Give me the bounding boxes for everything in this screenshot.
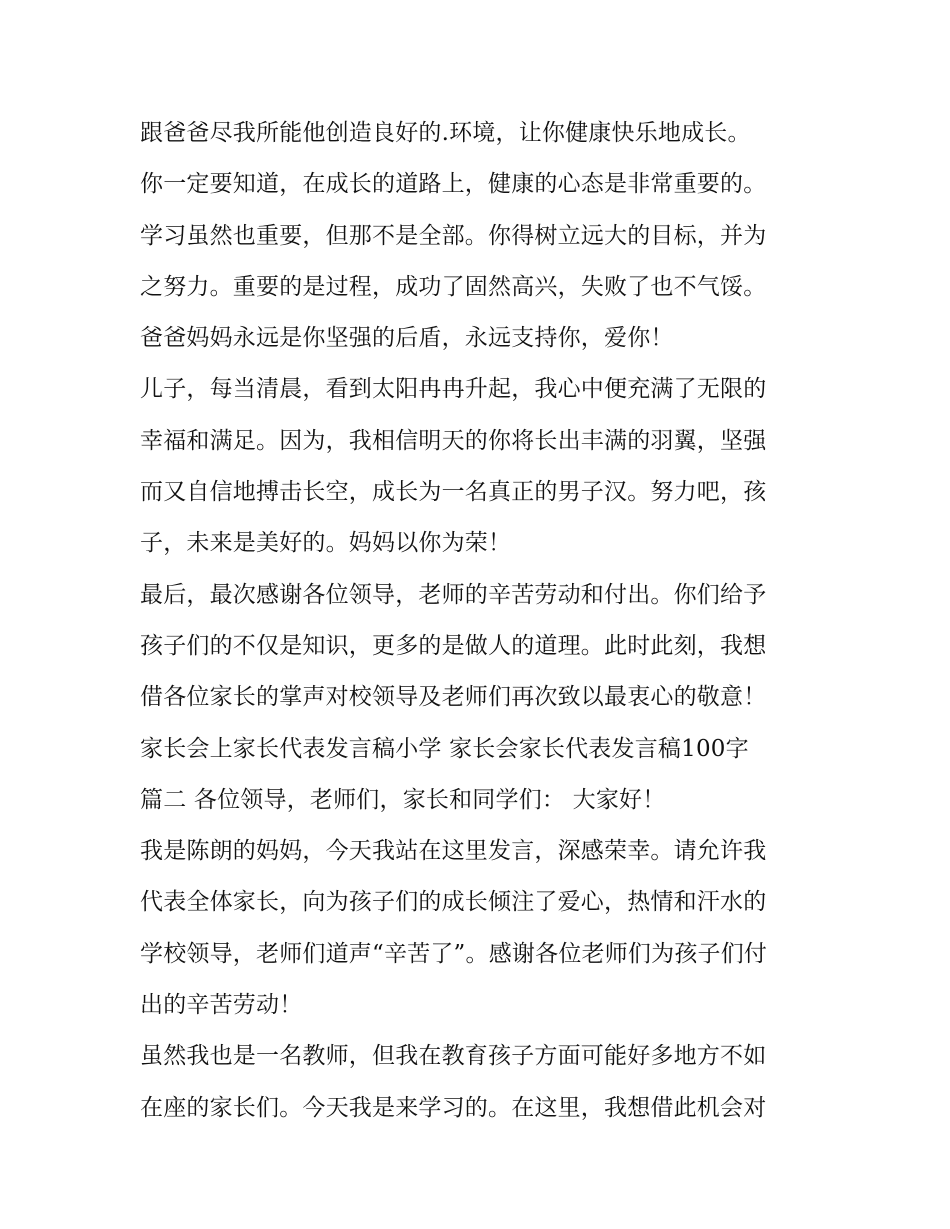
text-line: 最后，最次感谢各位领导，老师的辛苦劳动和付出。你们给予 (140, 581, 767, 608)
text-line: 学校领导，老师们道声“辛苦了”。感谢各位老师们为孩子们付 (140, 940, 768, 967)
text-line: 幸福和满足。因为，我相信明天的你将长出丰满的羽翼，坚强 (140, 427, 767, 454)
text-line: 孩子们的不仅是知识，更多的是做人的道理。此时此刻，我想 (140, 632, 767, 659)
heading-line: 家长会上家长代表发言稿小学 家长会家长代表发言稿100字 (140, 735, 749, 762)
text-line: 学习虽然也重要，但那不是全部。你得树立远大的目标，并为 (140, 222, 767, 249)
text-line: 儿子，每当清晨，看到太阳冉冉升起，我心中便充满了无限的 (140, 376, 767, 403)
text-line: 篇二 各位领导，老师们，家长和同学们： 大家好！ (140, 786, 666, 813)
text-line: 借各位家长的掌声对校领导及老师们再次致以最衷心的敬意！ (140, 684, 767, 711)
text-line: 跟爸爸尽我所能他创造良好的.环境，让你健康快乐地成长。 (140, 120, 751, 146)
text-line: 之努力。重要的是过程，成功了固然高兴，失败了也不气馁。 (140, 273, 767, 300)
text-line: 你一定要知道，在成长的道路上，健康的心态是非常重要的。 (140, 171, 767, 198)
text-line: 虽然我也是一名教师，但我在教育孩子方面可能好多地方不如 (140, 1043, 767, 1070)
text-line: 出的辛苦劳动！ (140, 992, 303, 1019)
text-line: 子，未来是美好的。妈妈以你为荣！ (140, 530, 512, 557)
text-line: 而又自信地搏击长空，成长为一名真正的男子汉。努力吧，孩 (140, 479, 767, 506)
text-line: 在座的家长们。今天我是来学习的。在这里，我想借此机会对 (140, 1094, 767, 1121)
document-body (140, 108, 820, 1134)
text-line: 爸爸妈妈永远是你坚强的后盾，永远支持你，爱你！ (140, 325, 674, 352)
text-line: 代表全体家长，向为孩子们的成长倾注了爱心，热情和汗水的 (140, 889, 767, 916)
text-line: 我是陈朗的妈妈，今天我站在这里发言，深感荣幸。请允许我 (140, 838, 767, 865)
